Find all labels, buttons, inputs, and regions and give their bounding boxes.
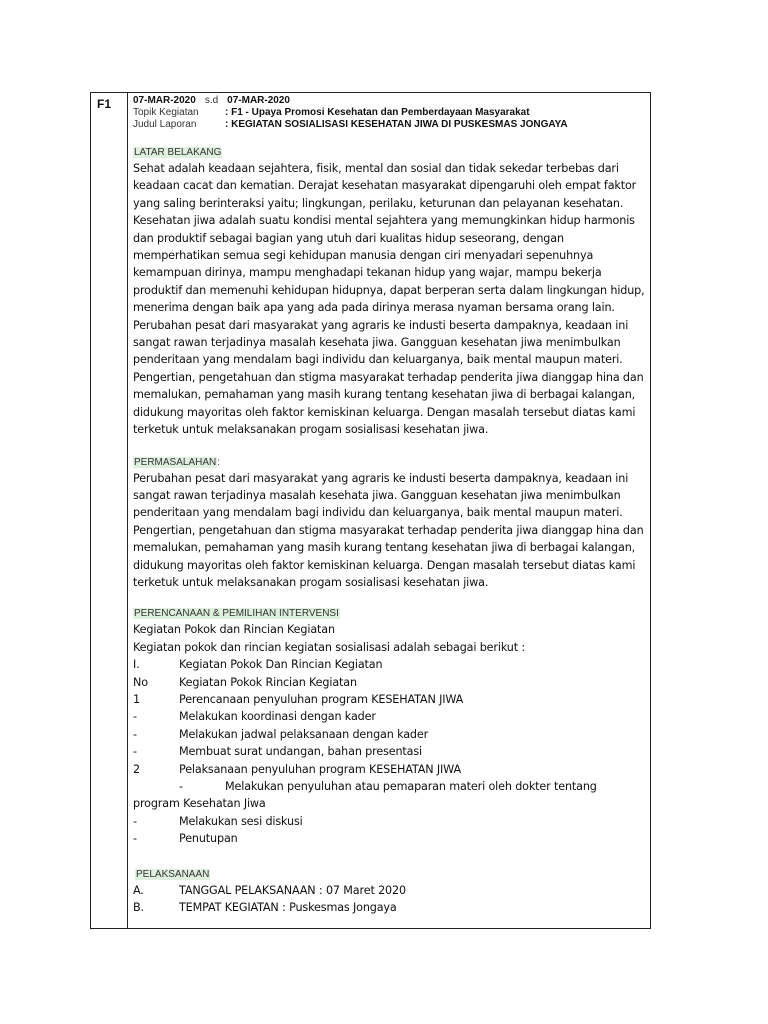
judul-label: Judul Laporan (133, 119, 197, 130)
list-marker: - (133, 832, 137, 846)
list-text: TEMPAT KEGIATAN : Puskesmas Jongaya (179, 901, 397, 915)
date-from: 07-MAR-2020 (133, 95, 196, 106)
permasalahan-body (133, 470, 647, 592)
list-marker: 2 (133, 762, 140, 776)
list-marker: - (133, 814, 137, 828)
topik-label: Topik Kegiatan (133, 107, 199, 118)
perencanaan-heading: PERENCANAAN & PEMILIHAN INTERVENSI (134, 608, 339, 620)
pelaksanaan-body (133, 882, 647, 917)
report-table (90, 92, 651, 929)
column-divider (127, 93, 128, 928)
list-text: Penutupan (179, 832, 238, 846)
permasalahan-paragraph: Perubahan pesat dari masyarakat yang agraris ke industi beserta dampaknya, keadaan ini sangat rawan terjadinya masalah kesehata jiwa. Gangguan kesehatan jiwa menimbulkan penderitaan yang mendalam bagi individu dan keluarganya, baik mental maupun materi. Pengertian, pengetahuan dan stigma masyarakat terhadap penderita jiwa dianggap hina dan memalukan, pemahaman yang masih kurang tentang kesehatan jiwa di berbagai kalangan, didukung mayoritas oleh faktor kemiskinan keluarga. Dengan masalah tersebut diatas kami terketuk untuk melaksanakan progam sosialisasi kesehatan jiwa. (133, 471, 644, 589)
section-heading-latar (133, 146, 647, 159)
list-marker: - (133, 727, 137, 741)
section-heading-permasalahan (133, 456, 647, 469)
list-marker: - (133, 710, 137, 724)
list-item (133, 830, 647, 847)
list-marker: - (179, 780, 183, 793)
list-text: Kegiatan Pokok Dan Rincian Kegiatan (179, 658, 383, 672)
list-text: Melakukan penyuluhan atau pemaparan materi oleh dokter tentang (225, 780, 597, 793)
latar-body (133, 160, 647, 439)
perencanaan-line: Kegiatan pokok dan rincian kegiatan sosialisasi adalah sebagai berikut : (133, 640, 526, 654)
list-text: Melakukan sesi diskusi (179, 814, 303, 828)
section-heading-perencanaan (133, 607, 647, 620)
list-item (133, 656, 647, 673)
list-text: Melakukan jadwal pelaksanaan dengan kader (179, 727, 429, 741)
list-text: Perencanaan penyuluhan program KESEHATAN JIWA (179, 692, 464, 706)
section-heading-pelaksanaan (133, 868, 647, 881)
permasalahan-heading: PERMASALAHAN (134, 456, 217, 468)
list-continuation: program Kesehatan Jiwa (133, 797, 266, 811)
list-item (133, 726, 647, 743)
list-item (133, 761, 647, 778)
date-to: 07-MAR-2020 (227, 95, 290, 106)
list-item-nested (133, 778, 647, 795)
date-range (133, 95, 647, 107)
list-text: Melakukan koordinasi dengan kader (179, 710, 376, 724)
perencanaan-line: Kegiatan Pokok dan Rincian Kegiatan (133, 623, 335, 637)
list-item (133, 882, 647, 899)
date-separator: s.d (204, 95, 219, 106)
list-marker: A. (133, 883, 144, 897)
list-text: Pelaksanaan penyuluhan program KESEHATAN JIWA (179, 762, 461, 776)
list-text: TANGGAL PELAKSANAAN : 07 Maret 2020 (179, 883, 406, 897)
list-item (133, 899, 647, 916)
latar-paragraph: Perubahan pesat dari masyarakat yang agraris ke industi beserta dampaknya, keadaan ini sangat rawan terjadinya masalah kesehata jiwa. Gangguan kesehatan jiwa menimbulkan penderitaan yang mendalam bagi individu dan keluarganya, baik mental maupun materi. Pengertian, pengetahuan dan stigma masyarakat terhadap penderita jiwa dianggap hina dan memalukan, pemahaman yang masih kurang tentang kesehatan jiwa di berbagai kalangan, didukung mayoritas oleh faktor kemiskinan keluarga. Dengan masalah tersebut diatas kami terketuk untuk melaksanakan progam sosialisasi kesehatan jiwa. (133, 318, 644, 437)
list-marker: - (133, 745, 137, 759)
perencanaan-body (133, 621, 647, 847)
permasalahan-colon: : (217, 456, 221, 468)
list-marker: B. (133, 901, 144, 915)
latar-paragraph: Kesehatan jiwa adalah suatu kondisi mental sejahtera yang memungkinkan hidup harmonis dan produktif sebagai bagian yang utuh dari kualitas hidup seseorang, dengan memperhatikan semua segi kehidupan manusia dengan ciri menyadari sepenuhnya kemampuan dirinya, mampu menghadapi tekanan hidup yang wajar, mampu bekerja produktif dan memenuhi kehidupan hidupnya, dapat berperan serta dalam lingkungan hidup, menerima dengan baik apa yang ada pada dirinya merasa nyaman bersama orang lain. (133, 214, 645, 315)
report-content (133, 95, 647, 916)
list-text: Kegiatan Pokok Rincian Kegiatan (179, 675, 357, 689)
list-item (133, 743, 647, 760)
latar-heading: LATAR BELAKANG (134, 147, 222, 158)
list-item (133, 691, 647, 708)
list-marker: No (133, 675, 148, 689)
list-marker: 1 (133, 692, 140, 706)
list-item (133, 708, 647, 725)
list-marker: I. (133, 658, 140, 672)
list-item (133, 813, 647, 830)
latar-paragraph: Sehat adalah keadaan sejahtera, fisik, mental dan sosial dan tidak sekedar terbebas dari keadaan cacat dan kematian. Derajat kesehatan masyarakat dipengaruhi oleh empat faktor yang saling berinteraksi yaitu; lingkungan, perilaku, keturunan dan pelayanan kesehatan. (133, 162, 637, 210)
topik-line (133, 107, 647, 119)
list-text: Membuat surat undangan, bahan presentasi (179, 745, 422, 759)
pelaksanaan-heading: PELAKSANAAN (136, 868, 210, 880)
topik-value: : F1 - Upaya Promosi Kesehatan dan Pemberdayaan Masyarakat (225, 107, 530, 118)
judul-value: : KEGIATAN SOSIALISASI KESEHATAN JIWA DI PUSKESMAS JONGAYA (225, 119, 568, 130)
judul-line (133, 119, 647, 131)
list-item (133, 674, 647, 691)
row-code: F1 (97, 97, 112, 111)
